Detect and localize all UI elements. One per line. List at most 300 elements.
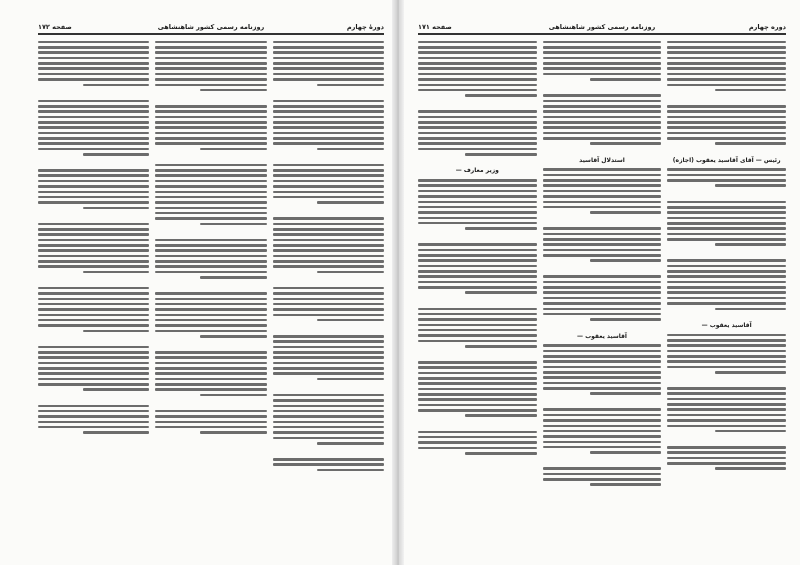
text-line (667, 137, 786, 140)
text-line (83, 431, 150, 434)
text-line (667, 270, 786, 273)
text-line (543, 371, 662, 374)
text-line (590, 211, 661, 214)
text-line (543, 116, 662, 119)
text-line (418, 121, 537, 124)
header-rule (418, 33, 786, 35)
text-line (317, 148, 384, 151)
text-line (465, 452, 536, 455)
paragraph (543, 156, 662, 225)
text-line (273, 57, 384, 60)
text-line (273, 458, 384, 461)
text-line (38, 239, 149, 242)
paragraph (273, 287, 384, 332)
text-line (543, 57, 662, 60)
text-line (38, 169, 149, 172)
text-line (200, 394, 267, 397)
text-line (155, 207, 266, 210)
text-line (155, 372, 266, 375)
text-line (667, 67, 786, 70)
text-line (155, 201, 266, 204)
text-line (273, 46, 384, 49)
text-line (38, 303, 149, 306)
text-line (543, 201, 662, 204)
text-line (273, 51, 384, 54)
text-line (155, 116, 266, 119)
paragraph (155, 410, 266, 445)
text-line (543, 190, 662, 193)
text-line (418, 409, 537, 412)
text-line (418, 270, 537, 273)
text-line (418, 51, 537, 54)
text-line (418, 447, 537, 450)
text-line (667, 281, 786, 284)
text-line (667, 403, 786, 406)
text-line (543, 249, 662, 252)
text-line (155, 383, 266, 386)
text-line (667, 446, 786, 449)
text-line (273, 415, 384, 418)
text-line (667, 259, 786, 262)
text-line (273, 105, 384, 108)
text-line (543, 435, 662, 438)
text-line (543, 73, 662, 76)
paragraph (418, 308, 537, 359)
text-line (38, 421, 149, 424)
text-line (38, 244, 149, 247)
text-line (715, 430, 786, 433)
text-line (667, 222, 786, 225)
columns (418, 38, 786, 525)
text-line (273, 142, 384, 145)
text-line (418, 382, 537, 385)
text-line (38, 180, 149, 183)
paragraph (273, 458, 384, 482)
text-line (38, 116, 149, 119)
text-line (465, 227, 536, 230)
paragraph (418, 110, 537, 166)
text-line (38, 51, 149, 54)
text-line (38, 132, 149, 135)
text-line (273, 260, 384, 263)
text-line (317, 84, 384, 87)
text-line (273, 265, 384, 268)
paragraph (38, 287, 149, 343)
text-line (38, 223, 149, 226)
text-line (667, 387, 786, 390)
text-line (667, 206, 786, 209)
text-line (667, 78, 786, 81)
text-line (200, 335, 267, 338)
text-line (273, 233, 384, 236)
text-line (155, 244, 266, 247)
text-line (38, 46, 149, 49)
text-line (273, 394, 384, 397)
text-column (38, 38, 149, 525)
text-line (273, 41, 384, 44)
text-line (38, 126, 149, 129)
text-line (667, 408, 786, 411)
text-line (667, 457, 786, 460)
text-line (273, 239, 384, 242)
text-line (543, 275, 662, 278)
text-line (590, 78, 661, 81)
text-line (38, 410, 149, 413)
text-line (273, 308, 384, 311)
text-line (155, 121, 266, 124)
text-line (38, 196, 149, 199)
paragraph (543, 332, 662, 406)
text-line (543, 227, 662, 230)
text-line (155, 367, 266, 370)
paragraph (155, 239, 266, 290)
text-line (273, 421, 384, 424)
text-line (543, 467, 662, 470)
text-line (200, 276, 267, 279)
text-line (38, 249, 149, 252)
text-line (38, 67, 149, 70)
text-line (155, 308, 266, 311)
text-column (155, 38, 266, 525)
text-line (418, 201, 537, 204)
text-line (667, 355, 786, 358)
text-line (38, 308, 149, 311)
text-line (418, 137, 537, 140)
text-line (418, 259, 537, 262)
text-line (155, 249, 266, 252)
text-line (667, 339, 786, 342)
text-line (590, 483, 661, 486)
page-gutter (392, 0, 404, 565)
paragraph (543, 227, 662, 272)
text-line (543, 425, 662, 428)
text-line (465, 94, 536, 97)
text-line (543, 382, 662, 385)
text-line (155, 303, 266, 306)
text-line (543, 446, 662, 449)
text-line (543, 184, 662, 187)
section-heading: آقاسید یعقوب — (701, 321, 752, 329)
text-line (317, 469, 384, 472)
text-line (38, 191, 149, 194)
text-line (667, 419, 786, 422)
text-line (38, 57, 149, 60)
text-line (155, 62, 266, 65)
text-line (715, 243, 786, 246)
text-line (418, 249, 537, 252)
text-line (543, 94, 662, 97)
text-line (273, 73, 384, 76)
text-line (83, 271, 150, 274)
paragraph (543, 408, 662, 464)
text-line (273, 121, 384, 124)
text-line (38, 367, 149, 370)
text-line (543, 41, 662, 44)
text-line (38, 405, 149, 408)
text-line (83, 84, 150, 87)
text-line (155, 41, 266, 44)
text-line (155, 110, 266, 113)
text-line (155, 356, 266, 359)
text-line (418, 441, 537, 444)
paragraph (667, 387, 786, 443)
text-line (155, 324, 266, 327)
text-line (543, 137, 662, 140)
text-line (418, 73, 537, 76)
paragraph (155, 164, 266, 236)
text-line (273, 110, 384, 113)
text-line (273, 426, 384, 429)
text-line (465, 414, 536, 417)
text-line (667, 227, 786, 230)
text-line (155, 191, 266, 194)
text-line (38, 292, 149, 295)
text-line (273, 399, 384, 402)
text-line (317, 378, 384, 381)
text-line (667, 57, 786, 60)
text-line (155, 137, 266, 140)
text-line (543, 168, 662, 171)
text-line (543, 243, 662, 246)
text-line (317, 319, 384, 322)
text-line (317, 201, 384, 204)
paragraph (38, 346, 149, 402)
paragraph (667, 446, 786, 481)
text-line (273, 303, 384, 306)
text-line (38, 287, 149, 290)
paragraph (38, 41, 149, 97)
text-line (715, 467, 786, 470)
text-line (667, 233, 786, 236)
text-line (543, 105, 662, 108)
text-line (83, 330, 150, 333)
text-line (38, 201, 149, 204)
text-line (543, 126, 662, 129)
text-line (543, 206, 662, 209)
text-line (155, 362, 266, 365)
text-line (418, 388, 537, 391)
text-line (38, 142, 149, 145)
text-line (155, 169, 266, 172)
columns (38, 38, 384, 525)
text-line (667, 168, 786, 171)
text-line (418, 313, 537, 316)
text-line (418, 190, 537, 193)
text-line (543, 478, 662, 481)
text-line (155, 105, 266, 108)
text-line (38, 137, 149, 140)
text-line (418, 361, 537, 364)
text-line (273, 362, 384, 365)
text-line (418, 286, 537, 289)
text-line (83, 153, 150, 156)
text-line (38, 265, 149, 268)
text-line (418, 340, 537, 343)
text-line (667, 451, 786, 454)
text-line (38, 351, 149, 354)
text-line (543, 100, 662, 103)
header-page-number: صفحه ۱۷۲ (38, 23, 72, 31)
text-line (667, 84, 786, 87)
text-line (667, 302, 786, 305)
text-line (667, 286, 786, 289)
text-line (418, 126, 537, 129)
text-line (273, 346, 384, 349)
text-line (418, 179, 537, 182)
text-line (38, 185, 149, 188)
header-title: روزنامه رسمی کشور شاهنشاهی (157, 23, 265, 31)
text-line (418, 329, 537, 332)
text-line (418, 308, 537, 311)
text-line (317, 442, 384, 445)
text-line (38, 228, 149, 231)
paragraph (418, 166, 537, 240)
text-line (667, 344, 786, 347)
text-line (155, 388, 266, 391)
text-line (418, 67, 537, 70)
text-line (38, 362, 149, 365)
text-line (155, 415, 266, 418)
text-line (667, 116, 786, 119)
text-line (543, 195, 662, 198)
paragraph (155, 351, 266, 407)
text-line (543, 179, 662, 182)
text-line (38, 356, 149, 359)
text-line (543, 297, 662, 300)
text-line (155, 260, 266, 263)
text-line (155, 84, 266, 87)
text-line (418, 78, 537, 81)
text-line (155, 351, 266, 354)
text-line (543, 238, 662, 241)
text-line (38, 121, 149, 124)
text-line (418, 436, 537, 439)
text-line (543, 286, 662, 289)
text-line (418, 211, 537, 214)
text-line (155, 265, 266, 268)
text-line (667, 174, 786, 177)
text-line (667, 73, 786, 76)
text-line (543, 350, 662, 353)
paragraph (273, 394, 384, 455)
text-line (418, 195, 537, 198)
text-line (465, 345, 536, 348)
text-line (83, 207, 150, 210)
text-line (667, 291, 786, 294)
text-line (667, 392, 786, 395)
text-line (590, 451, 661, 454)
text-line (200, 148, 267, 151)
text-line (273, 67, 384, 70)
text-line (543, 414, 662, 417)
text-line (155, 314, 266, 317)
text-column (273, 38, 384, 525)
text-line (38, 372, 149, 375)
text-line (418, 265, 537, 268)
text-line (543, 430, 662, 433)
text-line (418, 404, 537, 407)
text-line (273, 191, 384, 194)
text-line (418, 398, 537, 401)
text-line (667, 366, 786, 369)
text-line (155, 217, 266, 220)
text-line (38, 260, 149, 263)
text-line (418, 46, 537, 49)
text-line (273, 372, 384, 375)
paragraph (273, 41, 384, 97)
text-line (543, 473, 662, 476)
text-line (273, 196, 384, 199)
text-line (155, 239, 266, 242)
header-volume: دورهٔ چهارم (346, 23, 384, 31)
text-line (715, 308, 786, 311)
text-line (590, 318, 661, 321)
text-line (667, 297, 786, 300)
text-line (200, 431, 267, 434)
text-line (273, 137, 384, 140)
paragraph (273, 100, 384, 161)
text-line (715, 142, 786, 145)
section-heading: استدلال آقاسید (579, 156, 625, 164)
text-line (83, 388, 150, 391)
section-heading: آقاسید یعقوب — (577, 332, 627, 340)
text-line (418, 372, 537, 375)
text-line (155, 180, 266, 183)
text-line (38, 148, 149, 151)
text-line (38, 324, 149, 327)
text-line (273, 100, 384, 103)
text-line (667, 51, 786, 54)
paragraph (155, 41, 266, 102)
text-line (155, 330, 266, 333)
paragraph (273, 164, 384, 215)
text-line (273, 185, 384, 188)
text-line (155, 212, 266, 215)
text-line (155, 174, 266, 177)
text-line (543, 132, 662, 135)
text-line (418, 57, 537, 60)
text-line (543, 308, 662, 311)
text-line (543, 302, 662, 305)
text-line (38, 233, 149, 236)
text-line (667, 360, 786, 363)
page-header (418, 20, 786, 34)
text-line (667, 105, 786, 108)
text-line (418, 334, 537, 337)
paragraph (155, 292, 266, 348)
text-line (418, 324, 537, 327)
text-line (418, 89, 537, 92)
text-line (715, 371, 786, 374)
text-line (155, 132, 266, 135)
text-line (273, 356, 384, 359)
text-line (273, 437, 384, 440)
text-line (667, 62, 786, 65)
text-line (273, 62, 384, 65)
text-line (273, 180, 384, 183)
text-line (155, 378, 266, 381)
text-line (155, 126, 266, 129)
text-line (543, 174, 662, 177)
text-line (667, 179, 786, 182)
text-line (273, 249, 384, 252)
text-line (273, 335, 384, 338)
text-line (273, 340, 384, 343)
text-line (38, 105, 149, 108)
text-line (418, 431, 537, 434)
text-line (273, 228, 384, 231)
text-line (38, 426, 149, 429)
